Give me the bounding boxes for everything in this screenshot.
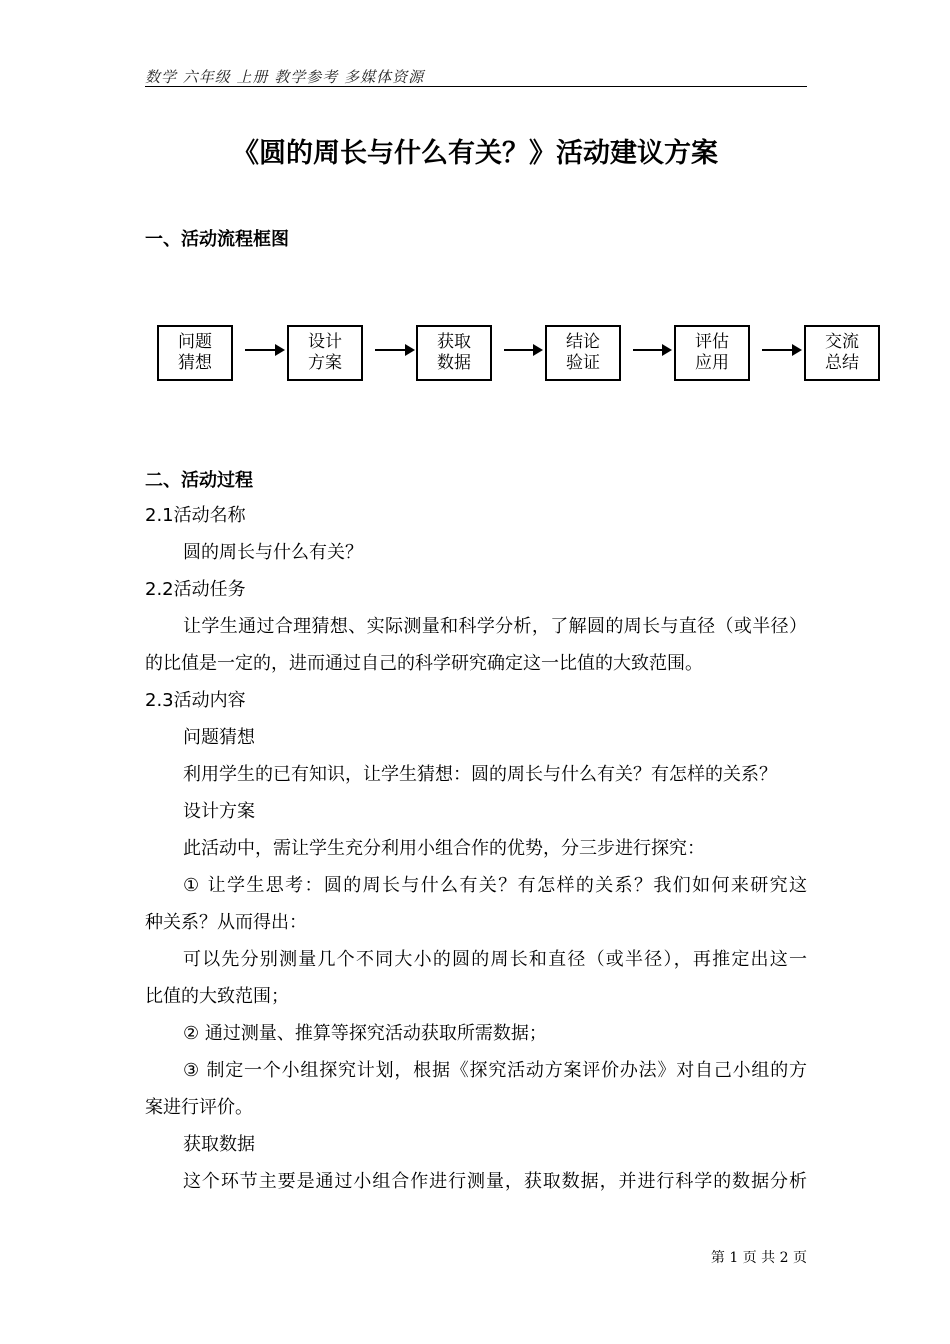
section1-heading: 一、活动流程框图 xyxy=(145,229,289,250)
flow-box-label: 结论 xyxy=(566,332,600,352)
page-header: 数学 六年级 上册 教学参考 多媒体资源 xyxy=(145,68,425,86)
paragraph-line: 的比值是一定的，进而通过自己的科学研究确定这一比值的大致范围。 xyxy=(145,653,703,674)
paragraph-line: 利用学生的已有知识，让学生猜想：圆的周长与什么有关？有怎样的关系？ xyxy=(183,764,777,785)
paragraph-title: 设计方案 xyxy=(183,801,255,822)
subsection-heading: 2.2活动任务 xyxy=(145,579,246,600)
flow-box-label: 猜想 xyxy=(178,353,212,373)
paragraph-line: ① 让学生思考：圆的周长与什么有关？有怎样的关系？我们如何来研究这 xyxy=(183,875,807,896)
paragraph-line: 种关系？从而得出： xyxy=(145,912,307,933)
flow-box-conclusion xyxy=(545,325,621,381)
flow-box-label: 应用 xyxy=(695,353,729,373)
subsection-heading: 2.1活动名称 xyxy=(145,505,246,526)
flow-box-label: 设计 xyxy=(308,332,342,352)
paragraph-line: 此活动中，需让学生充分利用小组合作的优势，分三步进行探究： xyxy=(183,838,705,859)
flow-box-label: 评估 xyxy=(695,332,729,352)
flow-box-label: 问题 xyxy=(178,332,212,352)
flow-box-label: 验证 xyxy=(566,353,600,373)
flow-box-label: 交流 xyxy=(825,332,859,352)
flow-arrow xyxy=(504,349,541,351)
flow-box-label: 方案 xyxy=(308,353,342,373)
activity-name: 圆的周长与什么有关？ xyxy=(183,542,363,563)
paragraph-line: 这个环节主要是通过小组合作进行测量，获取数据，并进行科学的数据分析 xyxy=(183,1171,807,1192)
flow-box-problem-guess xyxy=(157,325,233,381)
flow-box-label: 数据 xyxy=(437,353,471,373)
paragraph-line: ③ 制定一个小组探究计划，根据《探究活动方案评价办法》对自己小组的方 xyxy=(183,1060,807,1081)
paragraph-line: 比值的大致范围； xyxy=(145,986,289,1007)
flow-arrow xyxy=(762,349,800,351)
subsection-heading: 2.3活动内容 xyxy=(145,690,246,711)
flow-arrow xyxy=(633,349,670,351)
flow-box-get-data xyxy=(416,325,492,381)
paragraph-line: 案进行评价。 xyxy=(145,1097,253,1118)
flow-box-label: 总结 xyxy=(825,353,859,373)
section2-heading: 二、活动过程 xyxy=(145,470,253,491)
paragraph-title: 获取数据 xyxy=(183,1134,255,1155)
paragraph-line: 可以先分别测量几个不同大小的圆的周长和直径（或半径），再推定出这一 xyxy=(183,949,807,970)
flow-box-label: 获取 xyxy=(437,332,471,352)
flow-box-design-plan xyxy=(287,325,363,381)
flow-box-evaluate xyxy=(674,325,750,381)
document-title: 《圆的周长与什么有关？》活动建议方案 xyxy=(232,138,718,169)
flow-arrow xyxy=(245,349,283,351)
flow-box-summary xyxy=(804,325,880,381)
paragraph-line: ② 通过测量、推算等探究活动获取所需数据； xyxy=(183,1023,547,1044)
header-divider xyxy=(145,86,807,87)
paragraph-title: 问题猜想 xyxy=(183,727,255,748)
page-footer: 第 1 页 共 2 页 xyxy=(710,1250,807,1266)
paragraph-line: 让学生通过合理猜想、实际测量和科学分析，了解圆的周长与直径（或半径） xyxy=(183,616,807,637)
flow-arrow xyxy=(375,349,413,351)
